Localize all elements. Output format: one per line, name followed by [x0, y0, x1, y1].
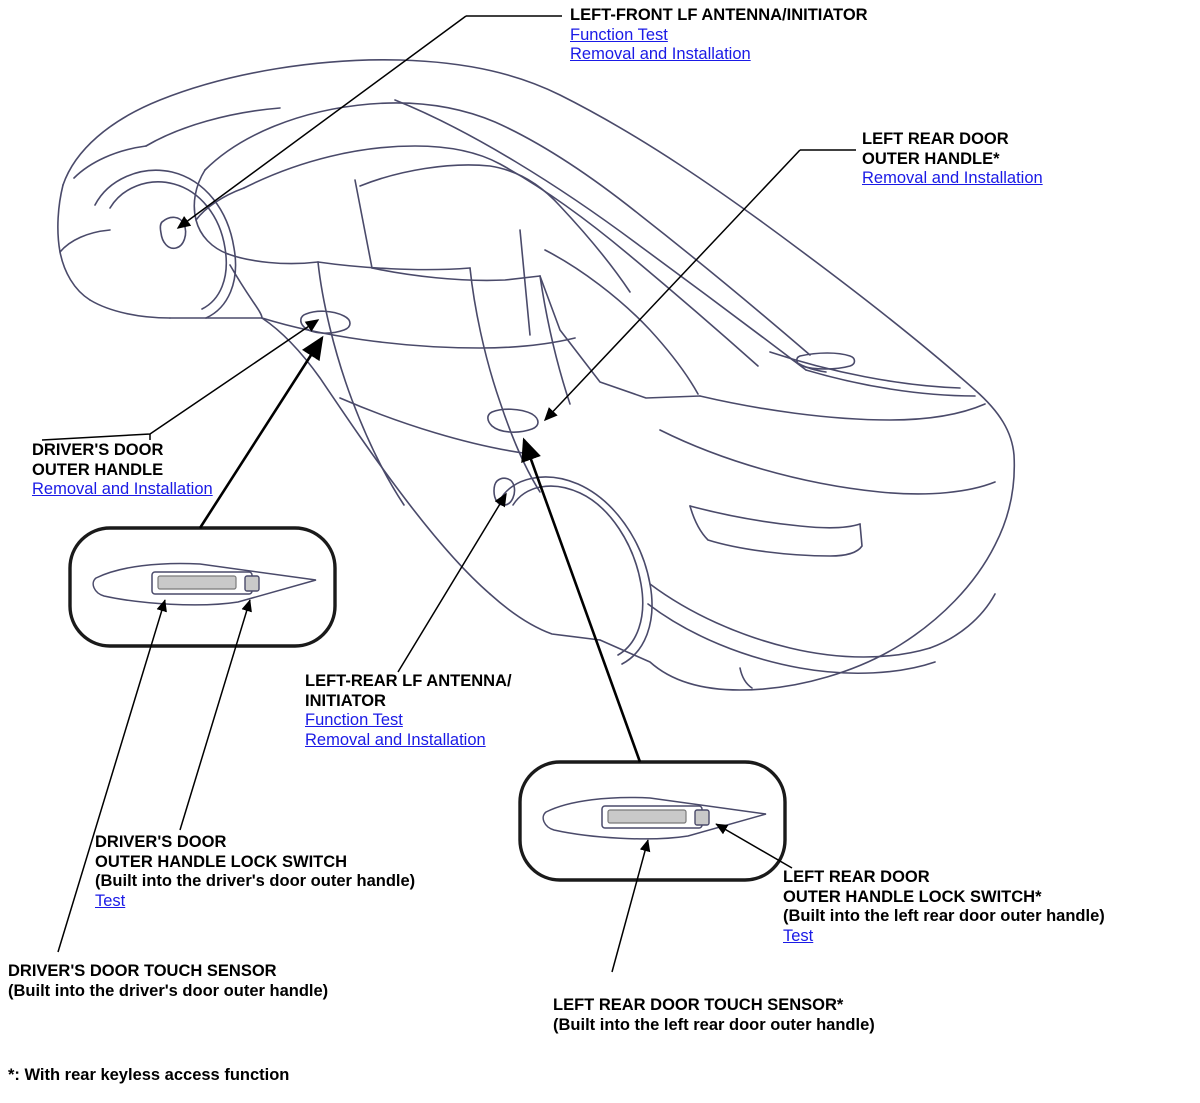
callout-title: LEFT REAR DOOR TOUCH SENSOR*	[553, 996, 844, 1014]
callout-note: (Built into the left rear door outer handle)	[553, 1015, 875, 1034]
callout-title-line1: LEFT-REAR LF ANTENNA/	[305, 672, 512, 690]
link-removal-and-installation[interactable]: Removal and Installation	[570, 45, 751, 63]
callout-drivers-door-outer-handle	[32, 441, 213, 500]
link-test[interactable]: Test	[95, 891, 126, 910]
link-function-test[interactable]: Function Test	[570, 25, 668, 44]
callout-title-line1: DRIVER'S DOOR	[32, 441, 164, 459]
detail-bubble-left-rear-handle	[520, 762, 785, 880]
callout-note: (Built into the driver's door outer handle)	[95, 872, 416, 890]
callout-left-rear-door-touch-sensor	[553, 996, 875, 1035]
callout-title-line2: OUTER HANDLE*	[862, 149, 1000, 168]
callout-left-rear-lf-antenna-initiator	[305, 672, 512, 750]
callout-drivers-door-outer-handle-lock-switch	[95, 833, 415, 911]
link-function-test[interactable]: Function Test	[305, 711, 403, 729]
callout-title-line2: INITIATOR	[305, 691, 386, 710]
callout-drivers-door-touch-sensor	[8, 962, 328, 1001]
callout-title-line1: LEFT REAR DOOR	[862, 130, 1009, 148]
callout-title-line1: LEFT REAR DOOR	[783, 868, 930, 886]
callout-left-front-lf-antenna-initiator	[570, 6, 868, 65]
link-removal-and-installation[interactable]: Removal and Installation	[305, 730, 486, 749]
link-test[interactable]: Test	[783, 926, 814, 945]
callout-left-rear-door-outer-handle	[862, 130, 1043, 189]
callout-title-line2: OUTER HANDLE	[32, 460, 164, 479]
callout-title-line1: DRIVER'S DOOR	[95, 833, 227, 851]
callout-title: LEFT-FRONT LF ANTENNA/INITIATOR	[570, 6, 868, 24]
link-removal-and-installation[interactable]: Removal and Installation	[862, 169, 1043, 187]
footnote: *: With rear keyless access function	[8, 1066, 290, 1084]
callout-title-line2: OUTER HANDLE LOCK SWITCH*	[783, 887, 1042, 906]
callout-note: (Built into the left rear door outer handle)	[783, 907, 1105, 925]
callout-title: DRIVER'S DOOR TOUCH SENSOR	[8, 962, 277, 980]
callout-title-line2: OUTER HANDLE LOCK SWITCH	[95, 852, 348, 871]
link-removal-and-installation[interactable]: Removal and Installation	[32, 480, 213, 498]
callout-left-rear-door-outer-handle-lock-switch	[783, 868, 1105, 946]
detail-bubble-drivers-handle	[70, 528, 335, 646]
callout-note: (Built into the driver's door outer handle)	[8, 981, 329, 1000]
